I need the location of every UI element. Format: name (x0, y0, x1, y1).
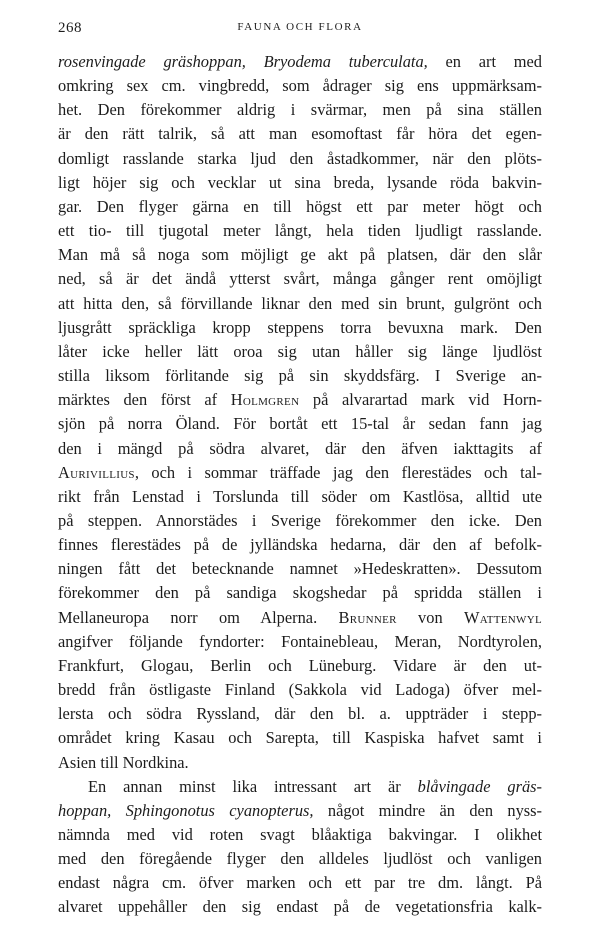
text-segment: att hitta den, så förvillande liknar den med sin brunt, gulgrönt och (58, 293, 542, 313)
text-line (58, 195, 542, 219)
text-line (58, 122, 542, 146)
text-segment: ligt höjer sig och vecklar ut sina breda, lysande röda bakvin- (58, 172, 542, 192)
text-line (58, 654, 542, 678)
text-line (58, 316, 542, 340)
text-segment: Asien till Nordkina. (58, 752, 189, 772)
author-name: Brunner (338, 607, 397, 627)
text-segment: , och i sommar träffade jag den flerestädes och tal- (134, 462, 542, 482)
running-title: FAUNA OCH FLORA (237, 21, 363, 33)
text-segment: något mindre än den nyss- (313, 800, 543, 820)
text-segment: en art med (427, 52, 542, 71)
text-segment: förekommer den på sandiga skogshedar på spridda ställen i (58, 583, 542, 603)
text-segment: den i mängd på södra alvaret, där den äfven iakttagits af (58, 438, 542, 458)
text-segment: ljusgrått spräckliga kropp steppens torra bevuxna mark. Den (58, 317, 542, 337)
text-line (58, 437, 542, 461)
text-segment: ningen fått det betecknande namnet »Hedeskratten». Dessutom (58, 559, 542, 579)
text-segment: märktes den först af (58, 390, 231, 410)
text-line (58, 751, 542, 775)
text-segment: nämnda med vid roten svagt blåaktiga bakvingar. I olikhet (58, 825, 542, 844)
text-line (58, 219, 542, 243)
text-line (58, 799, 542, 823)
text-line (58, 364, 542, 388)
text-line (58, 775, 542, 799)
body-text (58, 50, 542, 920)
text-segment: ett tio- till tjugotal meter långt, hela tiden ljudligt rasslande. (58, 221, 542, 241)
text-segment: på alvarartad mark vid Horn- (299, 390, 542, 410)
text-line (58, 412, 542, 436)
text-segment: stilla liksom förlitande sig på sin skyddsfärg. I Sverige an- (58, 366, 542, 386)
text-line (58, 557, 542, 581)
page-number: 268 (58, 20, 82, 36)
author-name: Aurivillius (58, 462, 135, 482)
text-segment: ned, så är det ändå ytterst svårt, många gånger rent omöjligt (58, 269, 542, 289)
text-line (58, 823, 542, 847)
text-segment: är den rätt talrik, så att man esomoftast får höra det egen- (58, 124, 542, 144)
italic-term: rosenvingade gräshoppan, Bryodema tuberculata, (58, 52, 428, 71)
text-segment: sjön på norra Öland. För bortåt ett 15-tal år sedan fann jag (58, 414, 542, 434)
text-segment: bredd från östligaste Finland (Sakkola vid Ladoga) öfver mel- (58, 680, 542, 700)
text-line (58, 726, 542, 750)
text-segment: domligt rasslande starka ljud den åstadkommer, när den plöts- (58, 148, 542, 168)
text-line (58, 581, 542, 605)
text-line (58, 267, 542, 291)
text-segment: finnes flerestädes på de jylländska hedarna, där den af befolk- (58, 535, 542, 555)
italic-term: hoppan, Sphingonotus cyanopterus, (58, 800, 314, 820)
text-line (58, 340, 542, 364)
text-line (58, 702, 542, 726)
text-segment: rikt från Lenstad i Torslunda till söder om Kastlösa, alltid ute (58, 486, 542, 506)
page-header (58, 20, 542, 42)
italic-term: blåvingade gräs- (417, 776, 542, 796)
text-line (58, 533, 542, 557)
text-segment: låter icke heller lätt oroa sig utan håller sig länge ljudlöst (58, 341, 542, 361)
text-segment: med den föregående flyger den alldeles ljudlöst och vanligen (58, 849, 542, 869)
author-name: Wattenwyl (463, 607, 542, 627)
text-segment: Man må så noga som möjligt ge akt på platsen, där den slår (58, 245, 542, 265)
text-line (58, 847, 542, 871)
text-line (58, 606, 542, 630)
text-segment: endast några cm. öfver marken och ett par tre dm. långt. På (58, 873, 542, 893)
text-segment: het. Den förekommer aldrig i svärmar, men på sina ställen (58, 100, 542, 120)
text-line (58, 895, 542, 919)
text-segment: området kring Kasau och Sarepta, till Kaspiska hafvet samt i (58, 728, 542, 748)
text-line (58, 678, 542, 702)
text-segment: Frankfurt, Glogau, Berlin och Lüneburg. Vidare är den ut- (58, 655, 542, 675)
text-segment: angifver följande fyndorter: Fontainebleau, Meran, Nordtyrolen, (58, 631, 542, 651)
text-line (58, 388, 542, 412)
text-line (58, 98, 542, 122)
text-segment: på steppen. Annorstädes i Sverige förekommer den icke. Den (58, 510, 542, 530)
text-line (58, 871, 542, 895)
text-segment: omkring sex cm. vingbredd, som ådrager sig ens uppmärksam- (58, 76, 542, 96)
text-segment: von (396, 607, 464, 627)
text-segment: alvaret uppehåller den sig endast på de vegetationsfria kalk- (58, 897, 542, 917)
text-line (58, 461, 542, 485)
text-line (58, 485, 542, 509)
text-line (58, 74, 542, 98)
text-line (58, 243, 542, 267)
text-segment: gar. Den flyger gärna en till högst ett par meter högt och (58, 196, 542, 216)
text-line (58, 630, 542, 654)
text-line (58, 509, 542, 533)
text-line (58, 171, 542, 195)
book-page (58, 20, 542, 920)
text-line (58, 292, 542, 316)
text-segment: Mellaneuropa norr om Alperna. (58, 607, 339, 627)
text-line (58, 50, 542, 74)
text-line (58, 147, 542, 171)
text-segment: lersta och södra Ryssland, där den bl. a. uppträder i stepp- (58, 704, 542, 724)
text-segment: En annan minst lika intressant art är (88, 776, 418, 796)
author-name: Holmgren (230, 390, 300, 410)
